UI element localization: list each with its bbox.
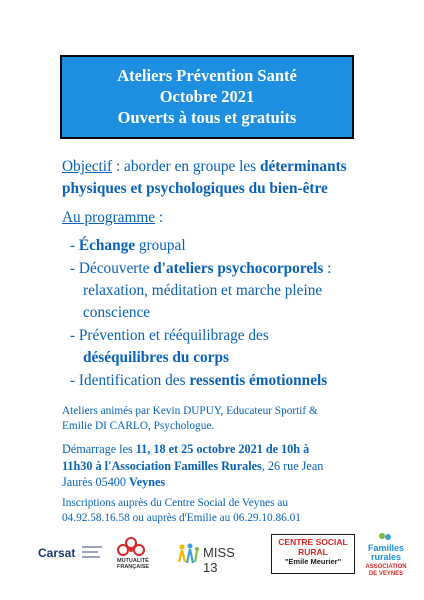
list-item: - Identification des ressentis émotionnels [70,372,328,389]
registration-line-2: 04.92.58.16.58 ou auprès d'Emilie au 06.29.10.86.01 [62,512,301,524]
registration-line-1: Inscriptions auprès du Centre Social de Veynes au [62,497,288,509]
program-label: Au programme [62,209,156,226]
partner-logos [0,520,424,600]
schedule-line-1: Démarrage les 11, 18 et 25 octobre 2021 de 10h à [62,442,310,456]
list-item-continuation: déséquilibres du corps [83,349,229,366]
centre-social-logo: CENTRE SOCIAL RURAL "Emile Meurier" [271,534,355,574]
miss13-figures-icon [176,542,200,566]
miss13-name: MISS 13 [203,545,235,575]
list-item: - Prévention et rééquilibrage des [70,327,269,344]
miss13-logo [176,542,246,574]
title-line-1: Ateliers Prévention Santé [117,66,297,85]
list-item-continuation: relaxation, méditation et marche pleine [83,282,323,299]
mutualite-logo [113,536,167,578]
title-line-2: Octobre 2021 [159,87,255,106]
objective-line-1: Objectif : aborder en groupe les déterminants [62,158,347,175]
objective-line-2: physiques et psychologiques du bien-être [62,180,328,197]
mutualite-text: MUTUALITÉ FRANÇAISE [117,558,150,570]
title-banner [60,55,354,139]
carsat-name: Carsat [38,546,76,560]
facilitators-line-1: Ateliers animés par Kevin DUPUY, Educateur Sportif & [62,405,318,417]
list-item: - Découverte d'ateliers psychocorporels : [70,260,332,277]
objective-label: Objectif [62,158,113,175]
list-item-continuation: conscience [83,304,151,321]
carsat-logo [38,542,104,568]
familles-rurales-logo: Familles rurales ASSOCIATION DE VEYNES [360,532,412,582]
title-line-3: Ouverts à tous et gratuits [117,108,297,127]
facilitators-line-2: Emilie DI CARLO, Psychologue. [62,420,215,432]
schedule-line-3: Jaurès 05400 Veynes [62,475,166,489]
schedule-line-2: 11h30 à l'Association Familles Rurales, 26 rue Jean [62,459,324,473]
list-item: - Échange groupal [70,237,186,254]
program-heading: Au programme : [62,209,164,226]
mutualite-symbol [113,536,167,558]
